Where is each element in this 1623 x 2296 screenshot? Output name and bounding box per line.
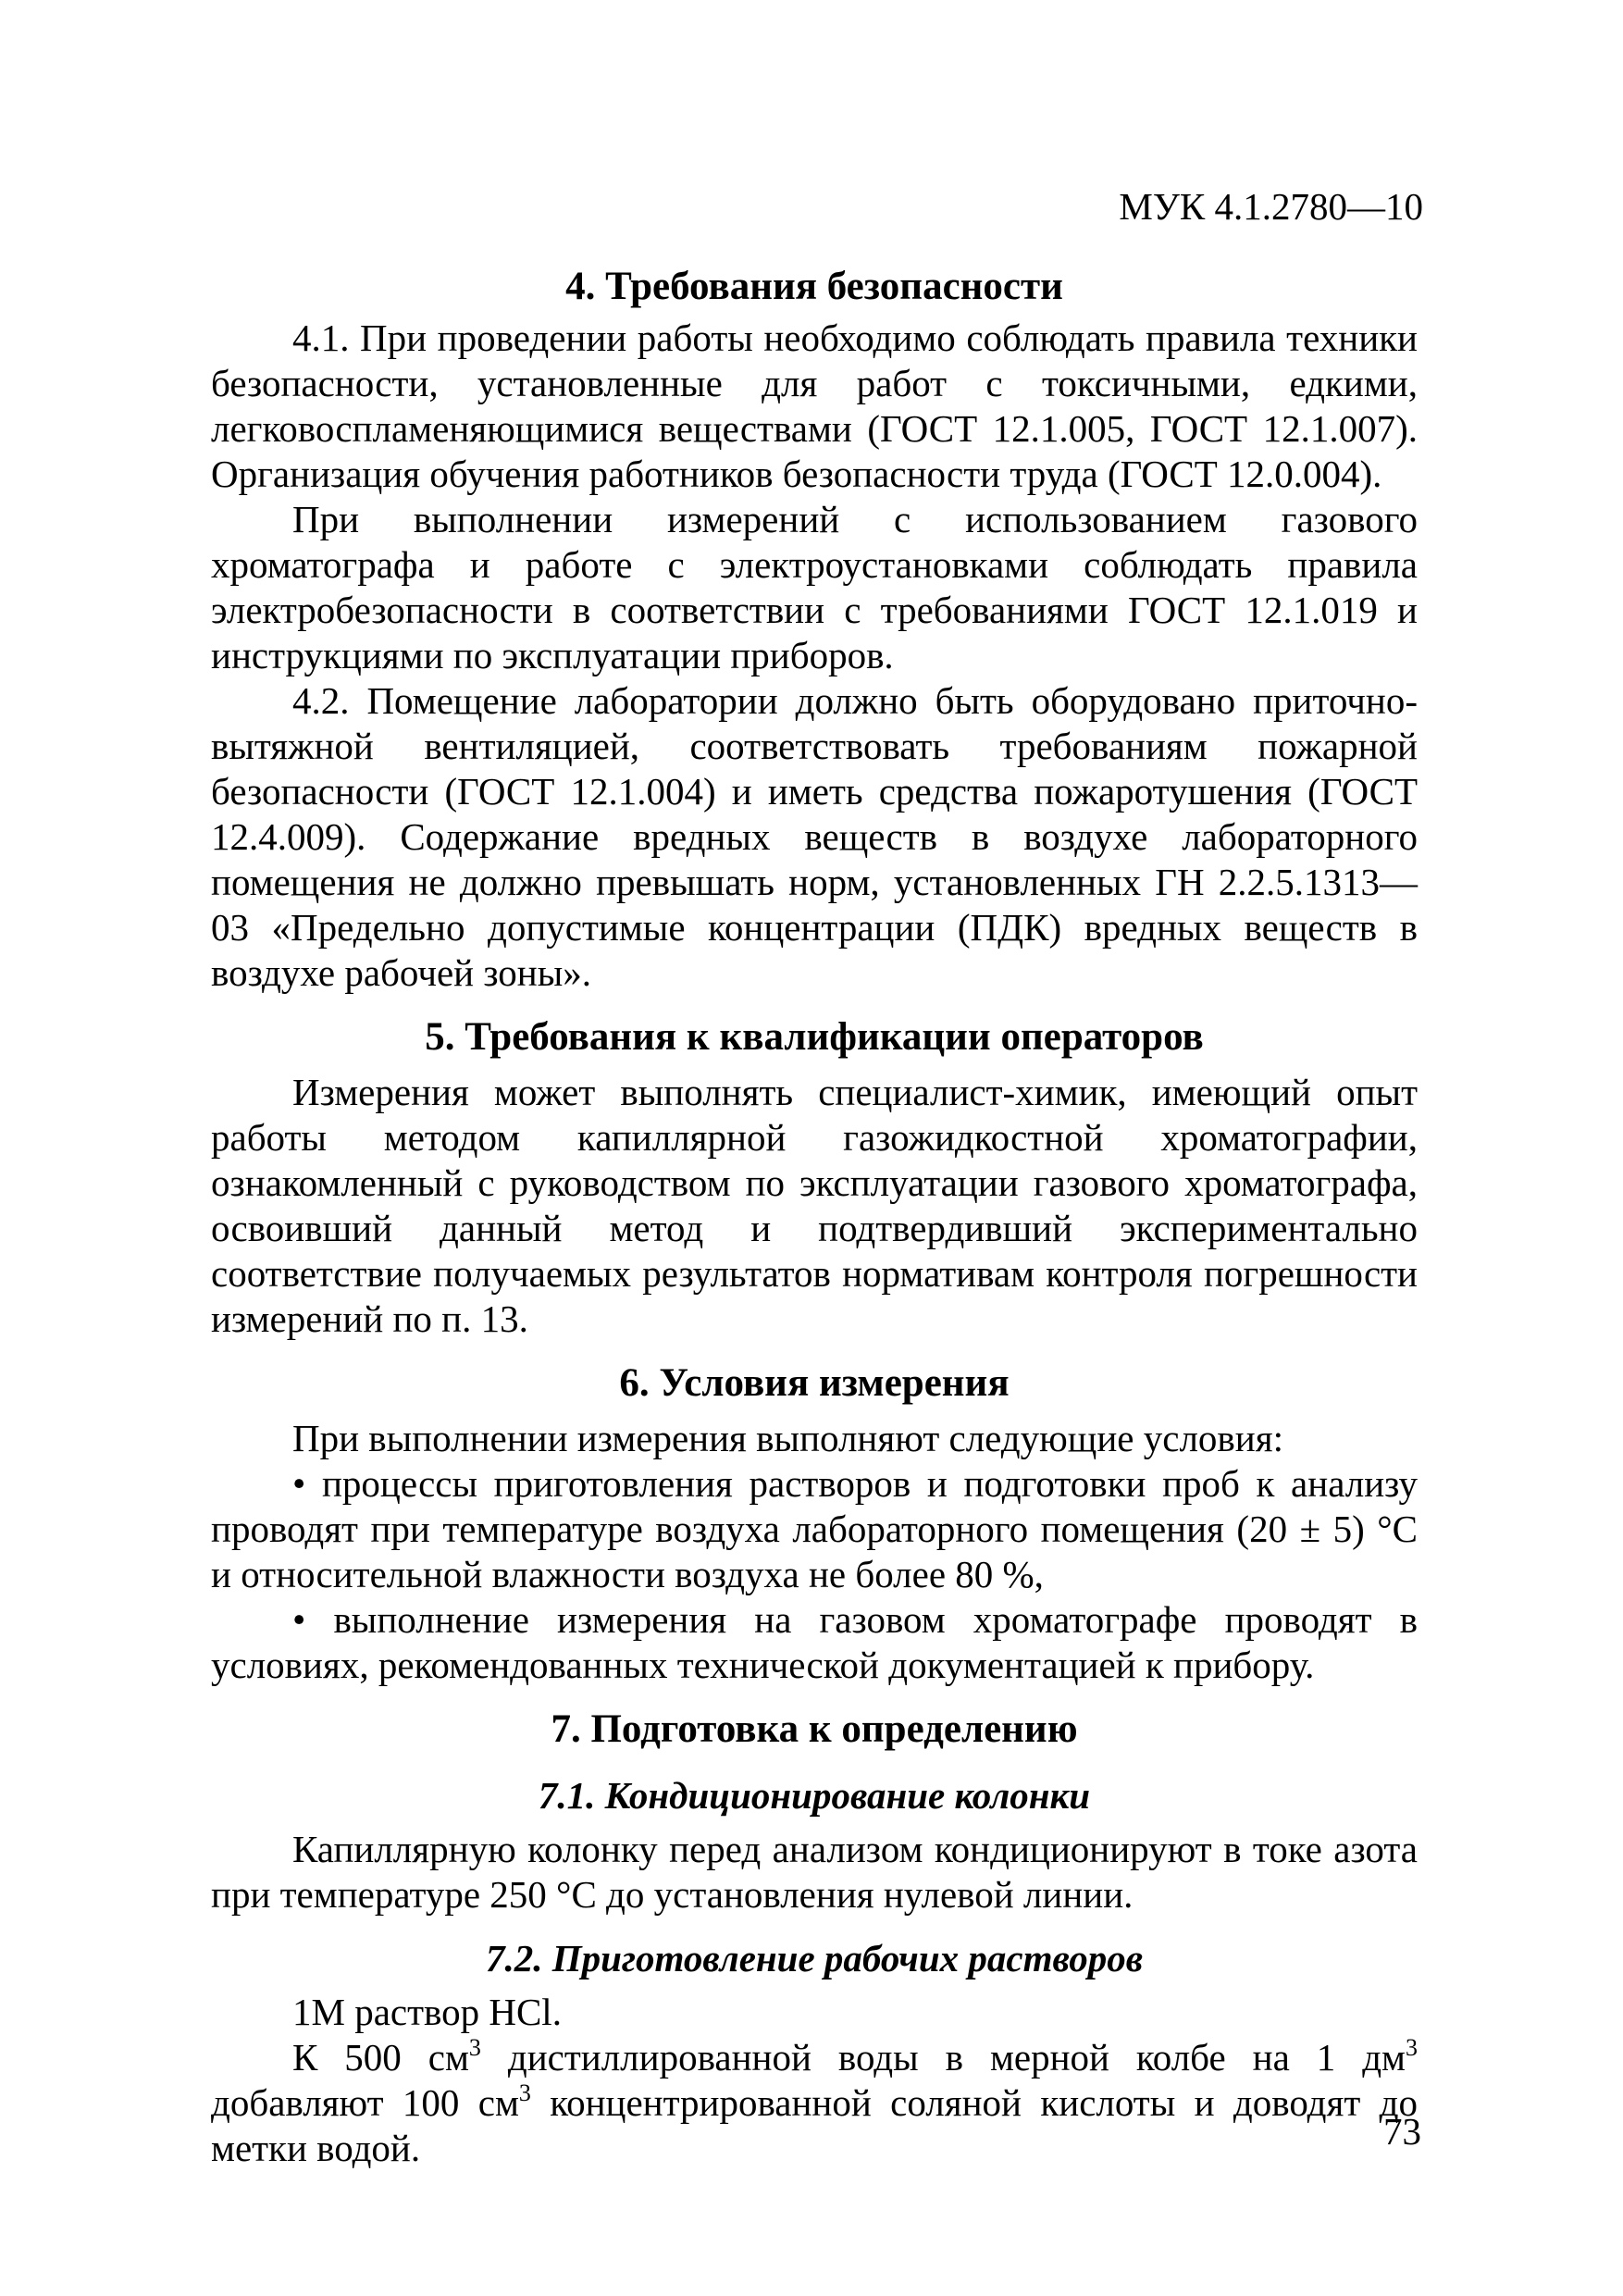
section-4-paragraph-2: При выполнении измерений с использованием газового хроматографа и работе с электроустановками соблюдать правила электробезопасности в соответствии с требованиями ГОСТ 12.1.019 и инструкциями по эксплуатации приборов. bbox=[211, 498, 1418, 676]
text-fragment: концентрированной соляной кислоты и доводят до метки водой. bbox=[211, 2081, 1418, 2169]
subsection-7-2-paragraph-2 bbox=[211, 2035, 1418, 2171]
text-fragment: добавляют 100 см bbox=[211, 2081, 519, 2124]
document-code: МУК 4.1.2780—10 bbox=[1119, 185, 1423, 228]
text-fragment: дистиллированной воды в мерной колбе на 1 дм bbox=[480, 2036, 1406, 2079]
section-5-title: 5. Требования к квалификации операторов bbox=[425, 1015, 1204, 1059]
section-5-paragraph-1: Измерения может выполнять специалист-химик, имеющий опыт работы методом капиллярной газожидкостной хроматографии, ознакомленный с руководством по эксплуатации газового хроматографа, освоивший данный метод и подтвердивший экспериментально соответствие получаемых результатов нормативам контроля погрешности измерений по п. 13. bbox=[211, 1071, 1418, 1340]
section-4-paragraph-3: 4.2. Помещение лаборатории должно быть оборудовано приточно-вытяжной вентиляцией, соответствовать требованиям пожарной безопасности (ГОСТ 12.1.004) и иметь средства пожаротушения (ГОСТ 12.4.009). Содержание вредных веществ в воздухе лабораторного помещения не должно превышать норм, установленных ГН 2.2.5.1313—03 «Предельно допустимые концентрации (ПДК) вредных веществ в воздухе рабочей зоны». bbox=[211, 679, 1418, 994]
page-content bbox=[211, 262, 1418, 2171]
page-number: 73 bbox=[1383, 2110, 1421, 2153]
superscript: 3 bbox=[468, 2034, 481, 2061]
section-7-title: 7. Подготовка к определению bbox=[551, 1707, 1078, 1751]
subsection-7-2-title: 7.2. Приготовление рабочих растворов bbox=[485, 1937, 1144, 1980]
subsection-7-1-title: 7.1. Кондиционирование колонки bbox=[538, 1774, 1091, 1817]
superscript: 3 bbox=[518, 2079, 531, 2106]
text-fragment: К 500 см bbox=[292, 2036, 469, 2079]
section-4-title: 4. Требования безопасности bbox=[565, 265, 1063, 308]
section-6-title: 6. Условия измерения bbox=[619, 1361, 1010, 1405]
section-6-bullet-1: • процессы приготовления растворов и подготовки проб к анализу проводят при температуре воздуха лабораторного помещения (20 ± 5) °С и относительной влажности воздуха не более 80 %, bbox=[211, 1462, 1418, 1595]
section-6-paragraph-1: При выполнении измерения выполняют следующие условия: bbox=[292, 1417, 1283, 1459]
subsection-7-1-paragraph-1: Капиллярную колонку перед анализом кондиционируют в токе азота при температуре 250 °С до установления нулевой линии. bbox=[211, 1828, 1418, 1916]
superscript: 3 bbox=[1406, 2034, 1418, 2061]
subsection-7-2-paragraph-1: 1М раствор HCl. bbox=[292, 1991, 562, 2033]
section-4-paragraph-1: 4.1. При проведении работы необходимо соблюдать правила техники безопасности, установленные для работ с токсичными, едкими, легковоспламеняющимися веществами (ГОСТ 12.1.005, ГОСТ 12.1.007). Организация обучения работников безопасности труда (ГОСТ 12.0.004). bbox=[211, 316, 1418, 495]
section-6-bullet-2: • выполнение измерения на газовом хроматографе проводят в условиях, рекомендованных технической документацией к прибору. bbox=[211, 1598, 1418, 1686]
